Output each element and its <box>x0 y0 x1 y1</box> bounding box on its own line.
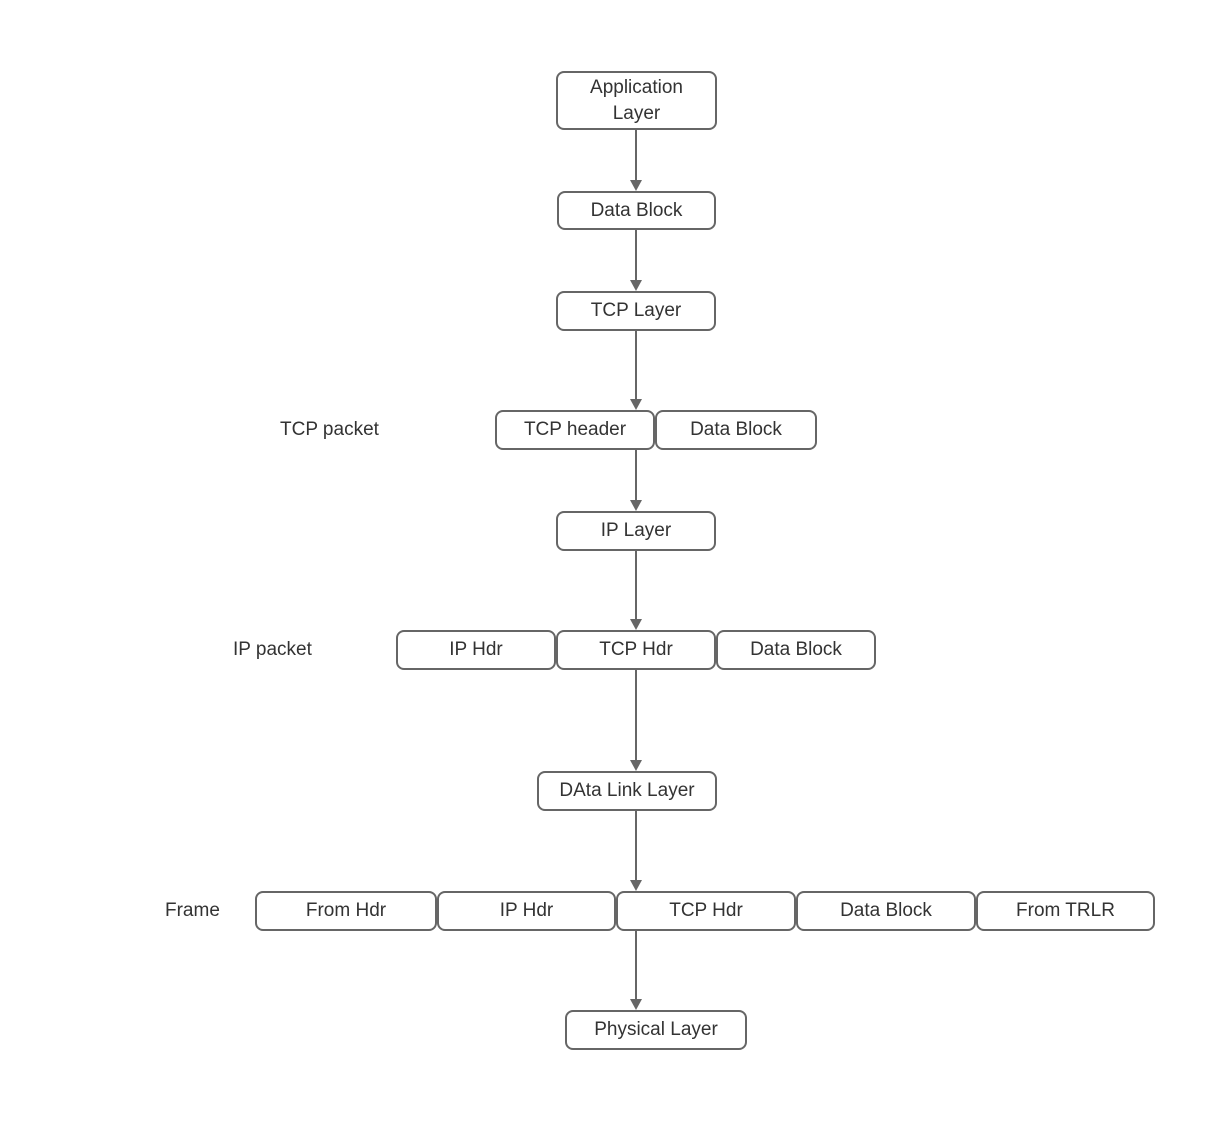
arrowhead-icon <box>630 500 642 511</box>
arrow-datalink-to-frame <box>630 811 642 891</box>
label-tcp-packet: TCP packet <box>280 419 379 440</box>
label-frame: Frame <box>165 900 220 921</box>
arrow-line <box>635 670 637 761</box>
arrow-line <box>635 450 637 501</box>
node-physical-layer: Physical Layer <box>565 1010 747 1050</box>
arrow-line <box>635 931 637 1000</box>
node-tcp-layer: TCP Layer <box>556 291 716 331</box>
label-ip-packet: IP packet <box>233 639 312 660</box>
arrow-ippacket-to-datalink <box>630 670 642 771</box>
node-frame-tcp-hdr: TCP Hdr <box>616 891 796 931</box>
node-frame-data-block: Data Block <box>796 891 976 931</box>
node-data-block-top: Data Block <box>557 191 716 230</box>
arrow-line <box>635 331 637 400</box>
arrow-iplayer-to-ippacket <box>630 551 642 630</box>
node-frame-from-hdr: From Hdr <box>255 891 437 931</box>
node-application-layer: Application Layer <box>556 71 717 130</box>
arrow-tcppacket-to-iplayer <box>630 450 642 511</box>
arrowhead-icon <box>630 180 642 191</box>
arrowhead-icon <box>630 760 642 771</box>
arrow-datablock-to-tcplayer <box>630 230 642 291</box>
node-ip-packet-ip-hdr: IP Hdr <box>396 630 556 670</box>
arrowhead-icon <box>630 619 642 630</box>
arrow-line <box>635 811 637 881</box>
node-tcp-packet-data-block: Data Block <box>655 410 817 450</box>
arrowhead-icon <box>630 880 642 891</box>
node-data-link-layer: DAta Link Layer <box>537 771 717 811</box>
arrow-frame-to-physical <box>630 931 642 1010</box>
node-frame-from-trlr: From TRLR <box>976 891 1155 931</box>
node-ip-packet-tcp-hdr: TCP Hdr <box>556 630 716 670</box>
node-ip-packet-data-block: Data Block <box>716 630 876 670</box>
node-tcp-header: TCP header <box>495 410 655 450</box>
arrow-application-to-datablock <box>630 130 642 191</box>
arrow-line <box>635 551 637 620</box>
node-frame-ip-hdr: IP Hdr <box>437 891 616 931</box>
arrow-line <box>635 230 637 281</box>
arrow-line <box>635 130 637 181</box>
arrowhead-icon <box>630 999 642 1010</box>
arrowhead-icon <box>630 399 642 410</box>
node-ip-layer: IP Layer <box>556 511 716 551</box>
arrow-tcplayer-to-tcppacket <box>630 331 642 410</box>
arrowhead-icon <box>630 280 642 291</box>
